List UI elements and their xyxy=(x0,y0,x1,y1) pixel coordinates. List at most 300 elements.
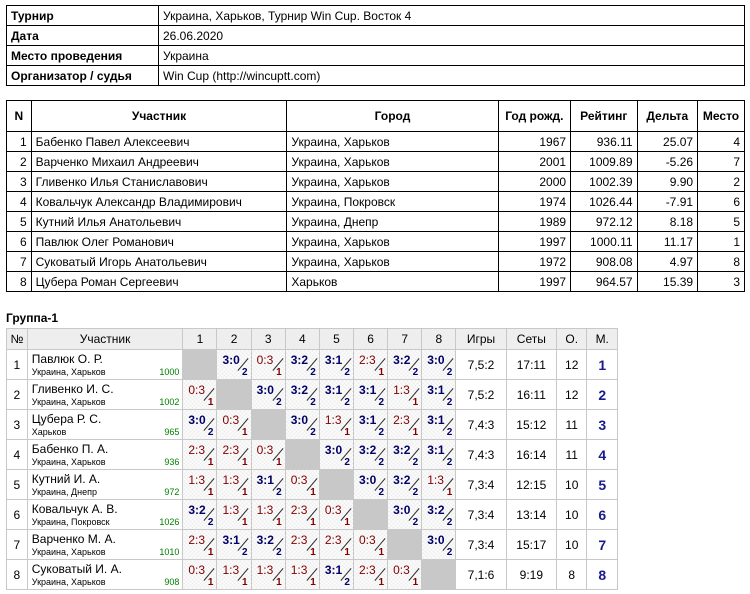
participant-row xyxy=(7,212,745,232)
player-city: Украина, Днепр xyxy=(31,487,97,497)
player-name: Бабенко П. А. xyxy=(31,442,109,456)
group-player-cell xyxy=(27,380,183,410)
match-points: 1 xyxy=(276,457,282,468)
participants-header-cell: N xyxy=(7,101,32,132)
match-points: 2 xyxy=(446,427,453,438)
match-points: 2 xyxy=(378,487,385,498)
match-result-cell xyxy=(388,350,422,380)
participant-cell: Украина, Харьков xyxy=(287,172,498,192)
match-score: 0:3 xyxy=(256,353,274,367)
match-points: 1 xyxy=(378,577,385,588)
match-result-cell xyxy=(217,500,251,530)
group-player-cell xyxy=(27,530,183,560)
match-points: 2 xyxy=(446,517,453,528)
player-name: Цубера Р. С. xyxy=(31,412,102,426)
match-result-cell xyxy=(422,500,456,530)
points-cell: 11 xyxy=(557,410,587,440)
player-name: Гливенко И. С. xyxy=(31,382,114,396)
match-points: 2 xyxy=(446,457,453,468)
participants-header-cell: Год рожд. xyxy=(498,101,570,132)
match-score: 3:2 xyxy=(393,473,411,487)
participant-cell: 1009.89 xyxy=(571,152,637,172)
match-result-cell xyxy=(422,380,456,410)
match-score: 2:3 xyxy=(358,563,376,577)
participant-cell: 15.39 xyxy=(637,272,698,292)
match-score: 0:3 xyxy=(188,563,206,577)
group-row-number: 4 xyxy=(7,440,28,470)
participant-cell: 11.17 xyxy=(637,232,698,252)
match-result-cell xyxy=(388,500,422,530)
match-result-cell xyxy=(285,530,319,560)
participant-cell: Украина, Харьков xyxy=(287,252,498,272)
group-header-cell: Сеты xyxy=(506,329,556,350)
match-score: 3:2 xyxy=(256,533,274,547)
match-result-cell xyxy=(353,440,387,470)
sets-cell: 12:15 xyxy=(506,470,556,500)
place-cell: 6 xyxy=(587,500,618,530)
match-result-cell xyxy=(353,560,387,590)
match-points: 1 xyxy=(207,547,214,558)
participant-cell: 5 xyxy=(7,212,32,232)
match-points: 2 xyxy=(207,427,214,438)
group-player-cell xyxy=(27,350,183,380)
group-row xyxy=(7,500,618,530)
match-result-cell xyxy=(388,560,422,590)
group-row xyxy=(7,350,618,380)
participants-header-cell: Место xyxy=(698,101,745,132)
participant-cell: 8 xyxy=(698,252,745,272)
player-rating: 1002 xyxy=(159,397,180,407)
match-result-cell xyxy=(183,410,217,440)
place-cell: 8 xyxy=(587,560,618,590)
match-points: 1 xyxy=(412,577,419,588)
match-result-cell xyxy=(251,560,285,590)
match-score: 3:2 xyxy=(188,503,206,517)
match-score: 2:3 xyxy=(222,443,240,457)
participant-row xyxy=(7,252,745,272)
match-points: 1 xyxy=(344,517,350,528)
participants-header-cell: Дельта xyxy=(637,101,698,132)
group-player-cell xyxy=(27,470,183,500)
games-cell: 7,3:4 xyxy=(456,530,506,560)
participant-cell: 9.90 xyxy=(637,172,698,192)
match-score: 3:0 xyxy=(324,443,343,457)
match-result-cell xyxy=(353,380,387,410)
sets-cell: 9:19 xyxy=(506,560,556,590)
info-key: Дата xyxy=(7,26,159,46)
participant-row xyxy=(7,172,745,192)
group-row-number: 1 xyxy=(7,350,28,380)
match-result-cell xyxy=(183,560,217,590)
group-header-cell: Участник xyxy=(27,329,183,350)
match-points: 2 xyxy=(344,457,350,468)
place-cell: 2 xyxy=(587,380,618,410)
match-result-cell xyxy=(217,410,251,440)
participant-cell: 6 xyxy=(7,232,32,252)
match-points: 1 xyxy=(310,517,316,528)
group-header-cell: М. xyxy=(587,329,618,350)
place-cell: 5 xyxy=(587,470,618,500)
match-score: 1:3 xyxy=(290,563,308,577)
match-score: 0:3 xyxy=(222,413,240,427)
match-result-cell xyxy=(285,470,319,500)
participant-cell: 6 xyxy=(698,192,745,212)
participant-cell: Украина, Харьков xyxy=(287,152,498,172)
player-city: Харьков xyxy=(31,427,67,437)
match-result-cell xyxy=(251,500,285,530)
participant-cell: 1 xyxy=(698,232,745,252)
player-rating: 936 xyxy=(164,457,180,467)
player-rating: 908 xyxy=(164,577,180,587)
participant-cell: Украина, Днепр xyxy=(287,212,498,232)
group-player-cell xyxy=(27,560,183,590)
match-points: 1 xyxy=(412,397,419,408)
info-key: Место проведения xyxy=(7,46,159,66)
match-result-cell xyxy=(251,440,285,470)
sets-cell: 13:14 xyxy=(506,500,556,530)
match-score: 3:2 xyxy=(393,353,411,367)
match-score: 3:0 xyxy=(393,503,411,517)
info-row xyxy=(7,6,745,26)
games-cell: 7,5:2 xyxy=(456,350,506,380)
participants-header-cell: Рейтинг xyxy=(571,101,637,132)
match-points: 2 xyxy=(276,487,282,498)
games-cell: 7,3:4 xyxy=(456,500,506,530)
participant-cell: Суковатый Игорь Анатольевич xyxy=(31,252,287,272)
participant-cell: 1002.39 xyxy=(571,172,637,192)
match-result-cell xyxy=(388,470,422,500)
match-points: 2 xyxy=(378,427,385,438)
match-points: 2 xyxy=(310,397,316,408)
match-score: 2:3 xyxy=(188,443,206,457)
match-result-cell xyxy=(217,440,251,470)
match-score: 1:3 xyxy=(256,563,274,577)
points-cell: 11 xyxy=(557,440,587,470)
participant-cell: 1000.11 xyxy=(571,232,637,252)
match-result-cell xyxy=(353,410,387,440)
participant-row xyxy=(7,132,745,152)
match-result-cell xyxy=(251,380,285,410)
match-points: 2 xyxy=(344,397,350,408)
points-cell: 10 xyxy=(557,530,587,560)
self-match-cell xyxy=(183,350,217,380)
match-points: 2 xyxy=(378,457,385,468)
match-points: 1 xyxy=(344,547,350,558)
match-result-cell xyxy=(251,530,285,560)
group-header-cell: 4 xyxy=(285,329,319,350)
info-row xyxy=(7,26,745,46)
sets-cell: 16:14 xyxy=(506,440,556,470)
match-result-cell xyxy=(183,380,217,410)
group-header-cell: 3 xyxy=(251,329,285,350)
match-points: 2 xyxy=(412,517,419,528)
participant-cell: 2 xyxy=(698,172,745,192)
tournament-info-table xyxy=(6,5,745,86)
games-cell: 7,3:4 xyxy=(456,470,506,500)
match-score: 3:1 xyxy=(358,383,377,397)
participant-row xyxy=(7,152,745,172)
match-score: 3:1 xyxy=(256,473,274,487)
self-match-cell xyxy=(217,380,251,410)
match-points: 2 xyxy=(276,397,282,408)
participant-cell: -7.91 xyxy=(637,192,698,212)
match-score: 1:3 xyxy=(427,473,444,487)
participant-cell: 964.57 xyxy=(571,272,637,292)
participant-cell: 1967 xyxy=(498,132,570,152)
group-header-cell: № xyxy=(7,329,28,350)
match-points: 2 xyxy=(344,577,350,588)
match-points: 2 xyxy=(378,397,385,408)
participant-cell: 8 xyxy=(7,272,32,292)
match-score: 3:1 xyxy=(427,383,445,397)
match-result-cell xyxy=(422,410,456,440)
sets-cell: 16:11 xyxy=(506,380,556,410)
match-points: 2 xyxy=(446,397,453,408)
match-points: 1 xyxy=(242,457,248,468)
match-result-cell xyxy=(353,530,387,560)
participant-cell: 1 xyxy=(7,132,32,152)
player-rating: 1026 xyxy=(159,517,180,527)
match-score: 2:3 xyxy=(358,353,376,367)
match-points: 1 xyxy=(242,487,248,498)
match-score: 3:2 xyxy=(393,443,411,457)
player-city: Украина, Харьков xyxy=(31,547,106,557)
group-header-cell: О. xyxy=(557,329,587,350)
match-result-cell xyxy=(285,410,319,440)
group-player-cell xyxy=(27,500,183,530)
match-score: 3:1 xyxy=(324,383,343,397)
participant-cell: 4 xyxy=(7,192,32,212)
match-score: 3:2 xyxy=(358,443,377,457)
match-result-cell xyxy=(353,470,387,500)
group-header-cell: 6 xyxy=(353,329,387,350)
self-match-cell xyxy=(285,440,319,470)
participant-cell: 908.08 xyxy=(571,252,637,272)
match-score: 3:0 xyxy=(358,473,377,487)
self-match-cell xyxy=(319,470,353,500)
group-row xyxy=(7,470,618,500)
player-name: Ковальчук А. В. xyxy=(31,502,118,516)
participant-cell: -5.26 xyxy=(637,152,698,172)
info-key: Организатор / судья xyxy=(7,66,159,86)
info-value: 26.06.2020 xyxy=(159,26,745,46)
match-score: 3:2 xyxy=(427,503,445,517)
match-result-cell xyxy=(422,440,456,470)
player-name: Павлюк О. Р. xyxy=(31,352,103,366)
info-key: Турнир xyxy=(7,6,159,26)
player-rating: 972 xyxy=(164,487,180,497)
match-score: 0:3 xyxy=(188,383,206,397)
participant-cell: 1997 xyxy=(498,232,570,252)
participant-cell: 972.12 xyxy=(571,212,637,232)
match-points: 2 xyxy=(310,427,316,438)
player-city: Украина, Харьков xyxy=(31,457,106,467)
match-result-cell xyxy=(285,350,319,380)
match-points: 2 xyxy=(310,367,316,378)
match-result-cell xyxy=(319,410,353,440)
participant-cell: 2 xyxy=(7,152,32,172)
match-result-cell xyxy=(319,530,353,560)
match-result-cell xyxy=(285,500,319,530)
group-row xyxy=(7,380,618,410)
participants-table xyxy=(6,100,745,292)
group-row xyxy=(7,560,618,590)
participant-cell: Украина, Харьков xyxy=(287,232,498,252)
match-result-cell xyxy=(388,410,422,440)
match-result-cell xyxy=(422,350,456,380)
info-row xyxy=(7,66,745,86)
place-cell: 3 xyxy=(587,410,618,440)
player-city: Украина, Харьков xyxy=(31,367,106,377)
match-result-cell xyxy=(422,530,456,560)
match-result-cell xyxy=(217,530,251,560)
match-result-cell xyxy=(251,350,285,380)
match-points: 2 xyxy=(344,367,350,378)
group-row-number: 8 xyxy=(7,560,28,590)
match-score: 1:3 xyxy=(222,503,240,517)
match-result-cell xyxy=(183,530,217,560)
group-row xyxy=(7,410,618,440)
match-score: 3:0 xyxy=(188,413,206,427)
points-cell: 8 xyxy=(557,560,587,590)
place-cell: 1 xyxy=(587,350,618,380)
match-points: 2 xyxy=(207,517,214,528)
match-points: 2 xyxy=(412,487,419,498)
match-score: 3:1 xyxy=(427,443,445,457)
match-points: 1 xyxy=(276,517,282,528)
match-score: 1:3 xyxy=(222,473,240,487)
self-match-cell xyxy=(251,410,285,440)
match-points: 1 xyxy=(276,577,282,588)
group-row-number: 7 xyxy=(7,530,28,560)
player-city: Украина, Харьков xyxy=(31,397,106,407)
group-player-cell xyxy=(27,440,183,470)
participant-cell: 7 xyxy=(7,252,32,272)
match-score: 2:3 xyxy=(290,503,308,517)
match-points: 2 xyxy=(276,547,282,558)
points-cell: 10 xyxy=(557,470,587,500)
participant-cell: 1974 xyxy=(498,192,570,212)
group-crosstable xyxy=(6,328,618,590)
player-rating: 965 xyxy=(164,427,180,437)
participant-cell: Цубера Роман Сергеевич xyxy=(31,272,287,292)
match-score: 1:3 xyxy=(222,563,240,577)
match-points: 1 xyxy=(310,487,316,498)
group-header-cell: 5 xyxy=(319,329,353,350)
info-value: Украина, Харьков, Турнир Win Cup. Восток 4 xyxy=(159,6,745,26)
match-result-cell xyxy=(319,350,353,380)
info-value: Win Cup (http://wincuptt.com) xyxy=(159,66,745,86)
match-result-cell xyxy=(183,440,217,470)
match-points: 1 xyxy=(242,517,248,528)
participant-cell: 936.11 xyxy=(571,132,637,152)
participant-row xyxy=(7,272,745,292)
sets-cell: 15:17 xyxy=(506,530,556,560)
group-header-cell: 1 xyxy=(183,329,217,350)
participant-cell: 2000 xyxy=(498,172,570,192)
match-points: 2 xyxy=(242,367,248,378)
match-points: 1 xyxy=(378,547,385,558)
participant-cell: 1997 xyxy=(498,272,570,292)
participant-cell: Ковальчук Александр Владимирович xyxy=(31,192,287,212)
match-points: 2 xyxy=(446,367,453,378)
match-points: 2 xyxy=(412,457,419,468)
games-cell: 7,4:3 xyxy=(456,440,506,470)
sets-cell: 17:11 xyxy=(506,350,556,380)
group-row-number: 6 xyxy=(7,500,28,530)
info-row xyxy=(7,46,745,66)
points-cell: 12 xyxy=(557,350,587,380)
match-score: 3:1 xyxy=(324,563,343,577)
match-result-cell xyxy=(251,470,285,500)
group-row-number: 2 xyxy=(7,380,28,410)
player-city: Украина, Харьков xyxy=(31,577,106,587)
participant-cell: 1989 xyxy=(498,212,570,232)
match-score: 1:3 xyxy=(393,383,410,397)
place-cell: 7 xyxy=(587,530,618,560)
group-header-cell: 8 xyxy=(422,329,456,350)
match-result-cell xyxy=(422,470,456,500)
group-title: Группа-1 xyxy=(6,311,59,325)
match-score: 2:3 xyxy=(393,413,410,427)
match-points: 1 xyxy=(378,367,385,378)
games-cell: 7,4:3 xyxy=(456,410,506,440)
participant-cell: Гливенко Илья Станиславович xyxy=(31,172,287,192)
participant-row xyxy=(7,232,745,252)
place-cell: 4 xyxy=(587,440,618,470)
participant-cell: 1972 xyxy=(498,252,570,272)
match-score: 0:3 xyxy=(358,533,376,547)
group-header-cell: 2 xyxy=(217,329,251,350)
participant-cell: 2001 xyxy=(498,152,570,172)
participant-cell: 8.18 xyxy=(637,212,698,232)
games-cell: 7,1:6 xyxy=(456,560,506,590)
participant-cell: Павлюк Олег Романович xyxy=(31,232,287,252)
match-result-cell xyxy=(183,470,217,500)
group-header-cell: 7 xyxy=(388,329,422,350)
match-result-cell xyxy=(319,380,353,410)
match-score: 2:3 xyxy=(188,533,206,547)
match-score: 0:3 xyxy=(393,563,410,577)
player-name: Кутний И. А. xyxy=(31,472,101,486)
match-score: 1:3 xyxy=(324,413,342,427)
info-value: Украина xyxy=(159,46,745,66)
self-match-cell xyxy=(388,530,422,560)
match-score: 3:1 xyxy=(222,533,240,547)
participant-cell: 4 xyxy=(698,132,745,152)
match-score: 3:1 xyxy=(358,413,377,427)
match-points: 2 xyxy=(446,547,453,558)
points-cell: 12 xyxy=(557,380,587,410)
match-result-cell xyxy=(285,560,319,590)
match-points: 1 xyxy=(207,457,214,468)
match-result-cell xyxy=(285,380,319,410)
match-points: 1 xyxy=(207,397,214,408)
participant-cell: 7 xyxy=(698,152,745,172)
player-city: Украина, Покровск xyxy=(31,517,110,527)
match-points: 1 xyxy=(242,577,248,588)
group-row-number: 3 xyxy=(7,410,28,440)
match-result-cell xyxy=(319,500,353,530)
match-points: 1 xyxy=(276,367,282,378)
match-result-cell xyxy=(217,470,251,500)
match-result-cell xyxy=(217,350,251,380)
match-points: 1 xyxy=(446,487,453,498)
player-name: Суковатый И. А. xyxy=(31,562,122,576)
match-score: 3:0 xyxy=(256,383,274,397)
match-points: 1 xyxy=(310,547,316,558)
match-score: 3:1 xyxy=(427,413,445,427)
